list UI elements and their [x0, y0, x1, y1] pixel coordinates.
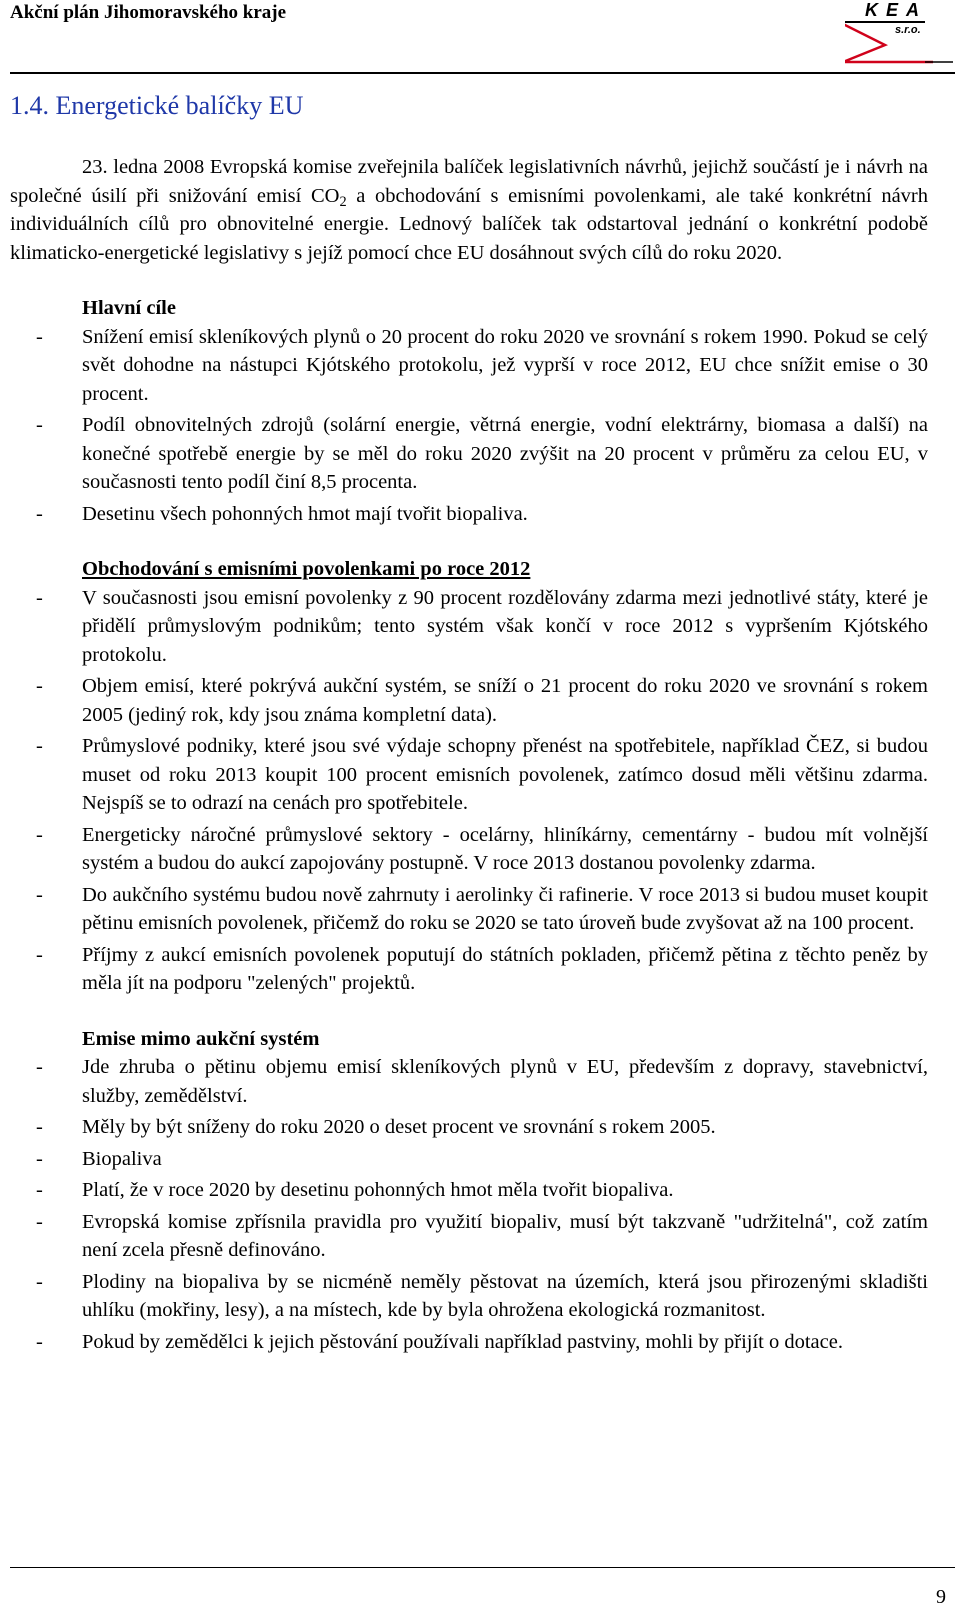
intro-subscript: 2 [339, 193, 347, 210]
list-item: - Pokud by zemědělci k jejich pěstování používali například pastviny, mohli by přijít o dotace. [10, 1328, 928, 1357]
header-divider [10, 72, 955, 74]
list-item: - Platí, že v roce 2020 by desetinu pohonných hmot měla tvořit biopaliva. [10, 1176, 928, 1205]
list-item: - Do aukčního systému budou nově zahrnuty i aerolinky či rafinerie. V roce 2013 si budou muset koupit pětinu emisních povolenek, přičemž do roku se 2020 se tato úroveň bude zvyšovat až na 100 procent. [10, 881, 928, 938]
list-item: - Biopaliva [10, 1145, 928, 1174]
list-item: - Podíl obnovitelných zdrojů (solární energie, větrná energie, vodní elektrárny, biomasa a další) na konečné spotřebě energie by se měl do roku 2020 zvýšit na 20 procent v průměru za celou EU, v současnosti tento podíl činí 8,5 procenta. [10, 411, 928, 497]
list-item: - Snížení emisí skleníkových plynů o 20 procent do roku 2020 ve srovnání s rokem 1990. Pokud se celý svět dohodne na nástupci Kjótského protokolu, jež vyprší v roce 2012, EU chce snížit emise o 30 procent. [10, 323, 928, 409]
list-item: - Plodiny na biopaliva by se nicméně neměly pěstovat na územích, která jsou přirozenými skladišti uhlíku (mokřiny, lesy), a na místech, kde by byla ohrožena ekologická rozmanitost. [10, 1268, 928, 1325]
list-item: - Desetinu všech pohonných hmot mají tvořit biopaliva. [10, 500, 928, 529]
page-header [0, 0, 960, 80]
intro-paragraph [10, 153, 928, 267]
footer-divider [10, 1567, 955, 1568]
list-item: - Průmyslové podniky, které jsou své výdaje schopny přenést na spotřebitele, například ČEZ, si budou muset od roku 2013 koupit 100 procent emisních povolenek, zatímco dosud měli většinu zdarma. Nejspíš se to odrazí na cenách pro spotřebitele. [10, 732, 928, 818]
heading-hlavni-cile: Hlavní cíle [82, 297, 176, 319]
heading-obchodovani: Obchodování s emisními povolenkami po roce 2012 [82, 558, 531, 580]
heading-emise-mimo: Emise mimo aukční systém [82, 1027, 320, 1050]
intro-text-1: 23. ledna 2008 Evropská komise zveřejnila balíček legislativních návrhů, jejichž součástí je i návrh na společné úsilí při snižování emisí CO [10, 156, 928, 207]
document-body [10, 153, 928, 1359]
list-item: - Měly by být sníženy do roku 2020 o deset procent ve srovnání s rokem 2005. [10, 1113, 928, 1142]
list-item: - Objem emisí, které pokrývá aukční systém, se sníží o 21 procent do roku 2020 ve srovnání s rokem 2005 (jediný rok, kdy jsou známa kompletní data). [10, 672, 928, 729]
list-hlavni-cile [10, 323, 928, 529]
kea-logo [845, 0, 955, 68]
list-item: - Energeticky náročné průmyslové sektory - ocelárny, hliníkárny, cementárny - budou mít volnější systém a budou do aukcí zapojovány postupně. V roce 2013 dostanou povolenky zdarma. [10, 821, 928, 878]
logo-subtext: s.r.o. [895, 24, 921, 36]
logo-text: KEA [865, 0, 928, 20]
list-emise-mimo [10, 1053, 928, 1356]
intro-text-2: a obchodování s emisními povolenkami, ale také konkrétní návrh individuálních cílů pro obnovitelné energie. Lednový balíček tak odstartoval jednání o konkrétní podobě klimaticko-energetické legislativy s jejíž pomocí chce EU dosáhnout svých cílů do roku 2020. [10, 184, 929, 264]
list-item: - Evropská komise zpřísnila pravidla pro využití biopaliv, musí být takzvaně "udržitelná", což zatím není zcela přesně definováno. [10, 1208, 928, 1265]
list-obchodovani [10, 584, 928, 998]
section-title: 1.4. Energetické balíčky EU [10, 91, 304, 120]
list-item: - Jde zhruba o pětinu objemu emisí skleníkových plynů v EU, především z dopravy, stavebnictví, služby, zemědělství. [10, 1053, 928, 1110]
header-title: Akční plán Jihomoravského kraje [10, 2, 287, 23]
list-item: - V současnosti jsou emisní povolenky z 90 procent rozdělovány zdarma mezi jednotlivé státy, které je přidělí průmyslovým podnikům; tento systém však končí v roce 2012 s vypršením Kjótského protokolu. [10, 584, 928, 670]
page-number: 9 [936, 1586, 946, 1608]
list-item: - Příjmy z aukcí emisních povolenek poputují do státních pokladen, přičemž pětina z těchto peněz by měla jít na podporu "zelených" projektů. [10, 941, 928, 998]
